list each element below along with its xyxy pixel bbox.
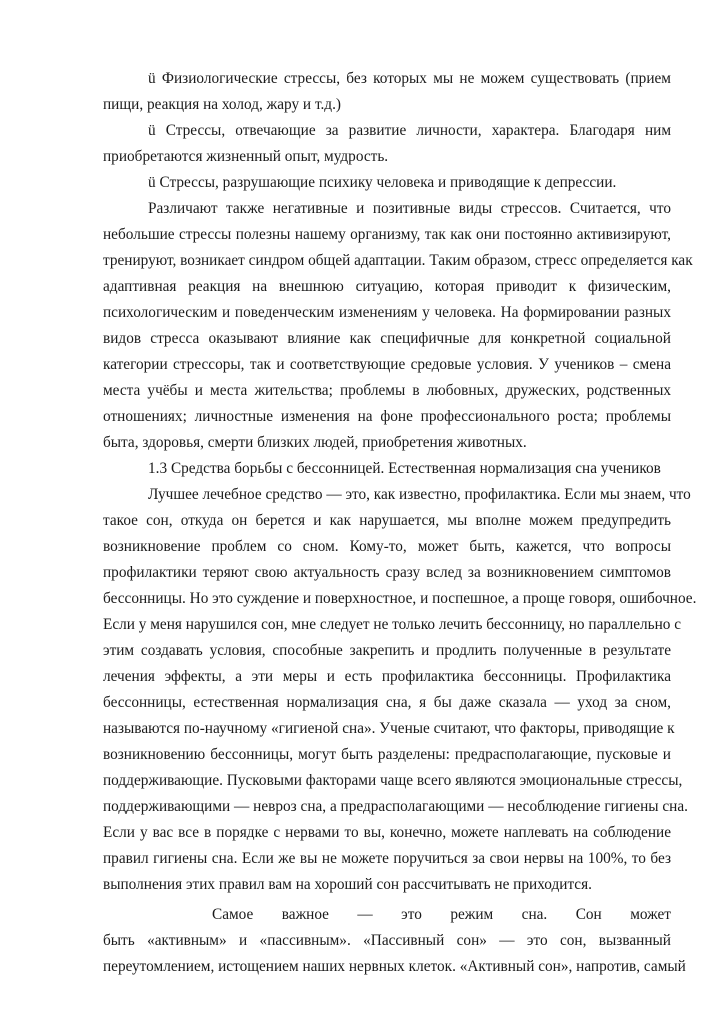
text-line: Если у меня нарушился сон, мне следует не только лечить бессонницу, но параллельно с: [103, 616, 682, 633]
text-line: переутомлением, истощением наших нервных клеток. «Активный сон», напротив, самый: [103, 958, 686, 975]
paragraph-first-line: Различают также негативные и позитивные виды стрессов. Считается, что: [148, 200, 671, 217]
text-line: видов стресса оказывают влияние как специфичные для конкретной социальной: [103, 330, 671, 347]
text-line: быть «активным» и «пассивным». «Пассивный сон» — это сон, вызванный: [103, 932, 671, 949]
text-line: пищи, реакция на холод, жару и т.д.): [103, 96, 341, 113]
text-line: небольшие стрессы полезны нашему организму, так как они постоянно активизируют,: [103, 226, 671, 243]
text-line: возникновение проблем со сном. Кому-то, может быть, кажется, что вопросы: [103, 538, 671, 555]
text-line: бессонницы. Но это суждение и поверхностное, и поспешное, а проще говоря, ошибочное.: [103, 590, 697, 607]
text-line: бессонницы, естественная нормализация сна, я бы даже сказала — уход за сном,: [103, 694, 671, 711]
text-line: называются по-научному «гигиеной сна». Ученые считают, что факторы, приводящие к: [103, 720, 675, 737]
text-line: правил гигиены сна. Если же вы не можете поручиться за свои нервы на 100%, то без: [103, 850, 671, 867]
text-line: места учёбы и места жительства; проблемы в любовных, дружеских, родственных: [103, 382, 671, 399]
text-line: выполнения этих правил вам на хороший сон рассчитывать не приходится.: [103, 876, 592, 893]
text-line: возникновению бессонницы, могут быть разделены: предрасполагающие, пусковые и: [103, 746, 671, 763]
bullet-item-destructive: ü Стрессы, разрушающие психику человека и приводящие к депрессии.: [148, 174, 617, 191]
text-line: этим создавать условия, способные закрепить и продлить полученные в результате: [103, 642, 671, 659]
text-line: поддерживающими — невроз сна, а предрасполагающими — несоблюдение гигиены сна.: [103, 798, 688, 815]
text-line: категории стрессоры, так и соответствующие средовые условия. У учеников – смена: [103, 356, 671, 373]
text-line: отношениях; личностные изменения на фоне профессионального роста; проблемы: [103, 408, 671, 425]
section-heading: 1.3 Средства борьбы с бессонницей. Естественная нормализация сна учеников: [148, 460, 661, 477]
paragraph-first-line: Самое важное — это режим сна. Сон может: [212, 906, 671, 923]
text-line: Если у вас все в порядке с нервами то вы, конечно, можете наплевать на соблюдение: [103, 824, 671, 841]
paragraph-first-line: Лучшее лечебное средство — это, как известно, профилактика. Если мы знаем, что: [148, 486, 691, 503]
bullet-item-personality: ü Стрессы, отвечающие за развитие личности, характера. Благодаря ним: [148, 122, 671, 139]
text-line: тренируют, возникает синдром общей адаптации. Таким образом, стресс определяется как: [103, 252, 693, 269]
text-line: психологическим и поведенческим изменениям у человека. На формировании разных: [103, 304, 671, 321]
text-line: адаптивная реакция на внешнюю ситуацию, которая приводит к физическим,: [103, 278, 671, 295]
text-line: быта, здоровья, смерти близких людей, приобретения животных.: [103, 434, 527, 451]
text-line: лечения эффекты, а эти меры и есть профилактика бессонницы. Профилактика: [103, 668, 671, 685]
text-line: профилактики теряют свою актуальность сразу вслед за возникновением симптомов: [103, 564, 671, 581]
text-line: такое сон, откуда он берется и как нарушается, мы вполне можем предупредить: [103, 512, 671, 529]
text-line: поддерживающие. Пусковыми факторами чаще всего являются эмоциональные стрессы,: [103, 772, 683, 789]
text-line: приобретаются жизненный опыт, мудрость.: [103, 148, 389, 165]
bullet-item-physiological: ü Физиологические стрессы, без которых мы не можем существовать (прием: [148, 70, 671, 87]
